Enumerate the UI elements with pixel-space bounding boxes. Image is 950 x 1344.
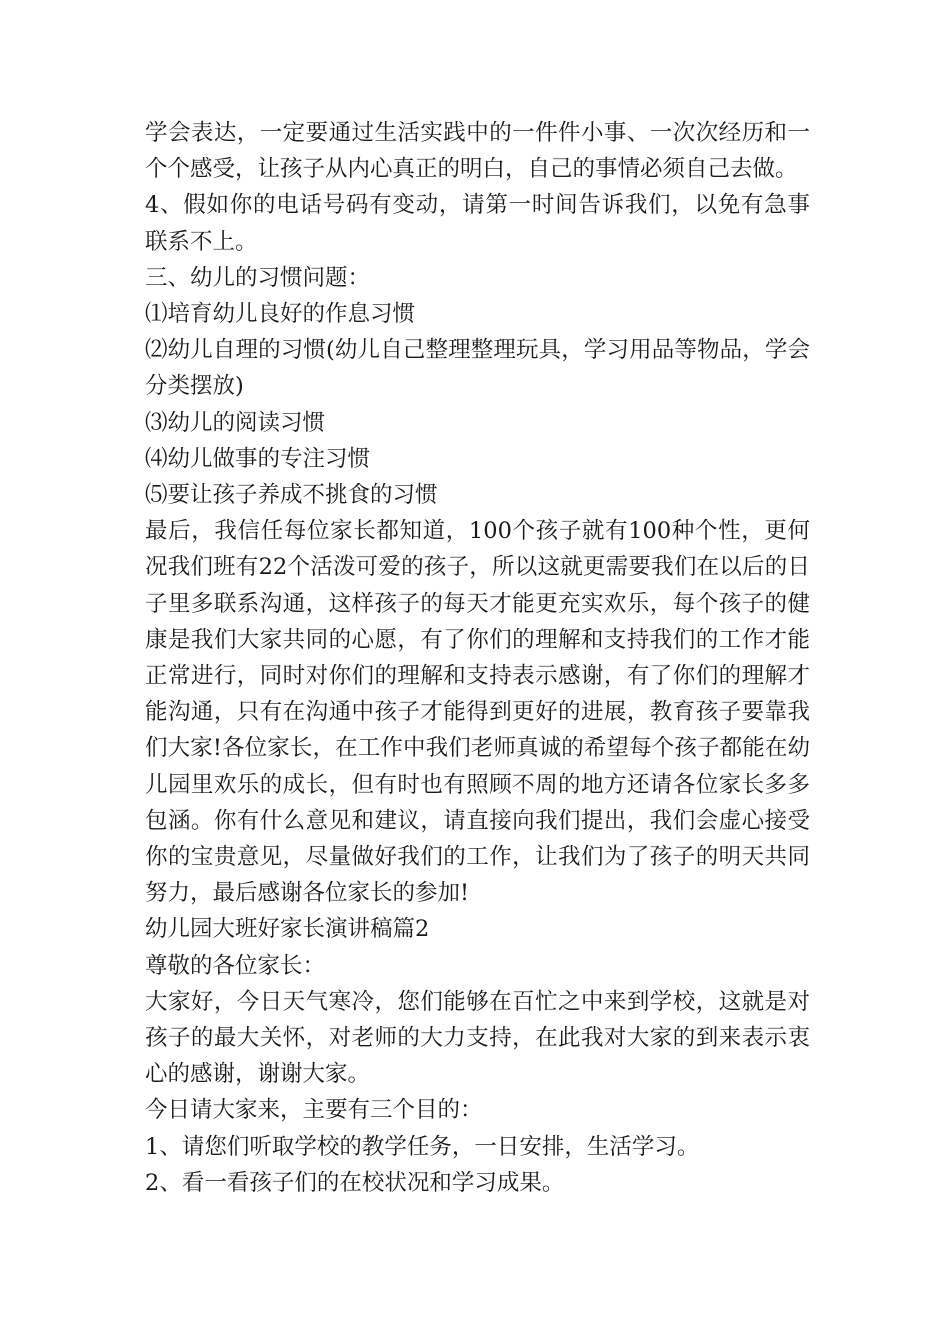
speech-title-2: 幼儿园大班好家长演讲稿篇2 <box>145 916 430 943</box>
habit-item-3: ⑶幼儿的阅读习惯 <box>145 409 326 436</box>
habit-item-4: ⑷幼儿做事的专注习惯 <box>145 445 371 472</box>
habit-item-2: ⑵幼儿自理的习惯(幼儿自己整理整理玩具，学习用品等物品，学会分类摆放) <box>145 337 810 400</box>
habit-item-5: ⑸要让孩子养成不挑食的习惯 <box>145 482 438 509</box>
document-body <box>145 115 810 1201</box>
purpose-item-1: 1、请您们听取学校的教学任务，一日安排，生活学习。 <box>145 1133 700 1160</box>
paragraph-item-4-phone: 4、假如你的电话号码有变动，请第一时间告诉我们，以免有急事联系不上。 <box>145 192 810 255</box>
paragraph-continued-expression: 学会表达，一定要通过生活实践中的一件件小事、一次次经历和一个个感受，让孩子从内心真正的明白，自己的事情必须自己去做。 <box>145 120 810 183</box>
habit-item-1: ⑴培育幼儿良好的作息习惯 <box>145 301 416 328</box>
salutation: 尊敬的各位家长： <box>145 952 326 979</box>
section-heading-habits: 三、幼儿的习惯问题： <box>145 264 371 291</box>
paragraph-closing: 最后，我信任每位家长都知道，100个孩子就有100种个性，更何况我们班有22个活泼可爱的孩子，所以这就更需要我们在以后的日子里多联系沟通，这样孩子的每天才能更充实欢乐，每个孩子的健康是我们大家共同的心愿，有了你们的理解和支持我们的工作才能正常进行，同时对你们的理解和支持表示感谢，有了你们的理解才能沟通，只有在沟通中孩子才能得到更好的进展，教育孩子要靠我们大家!各位家长，在工作中我们老师真诚的希望每个孩子都能在幼儿园里欢乐的成长，但有时也有照顾不周的地方还请各位家长多多包涵。你有什么意见和建议，请直接向我们提出，我们会虚心接受你的宝贵意见，尽量做好我们的工作，让我们为了孩子的明天共同努力，最后感谢各位家长的参加! <box>145 518 810 907</box>
purpose-item-2: 2、看一看孩子们的在校状况和学习成果。 <box>145 1169 565 1196</box>
paragraph-purposes-intro: 今日请大家来，主要有三个目的： <box>145 1097 483 1124</box>
paragraph-greeting: 大家好，今日天气寒冷，您们能够在百忙之中来到学校，这就是对孩子的最大关怀，对老师的大力支持，在此我对大家的到来表示衷心的感谢，谢谢大家。 <box>145 988 810 1088</box>
